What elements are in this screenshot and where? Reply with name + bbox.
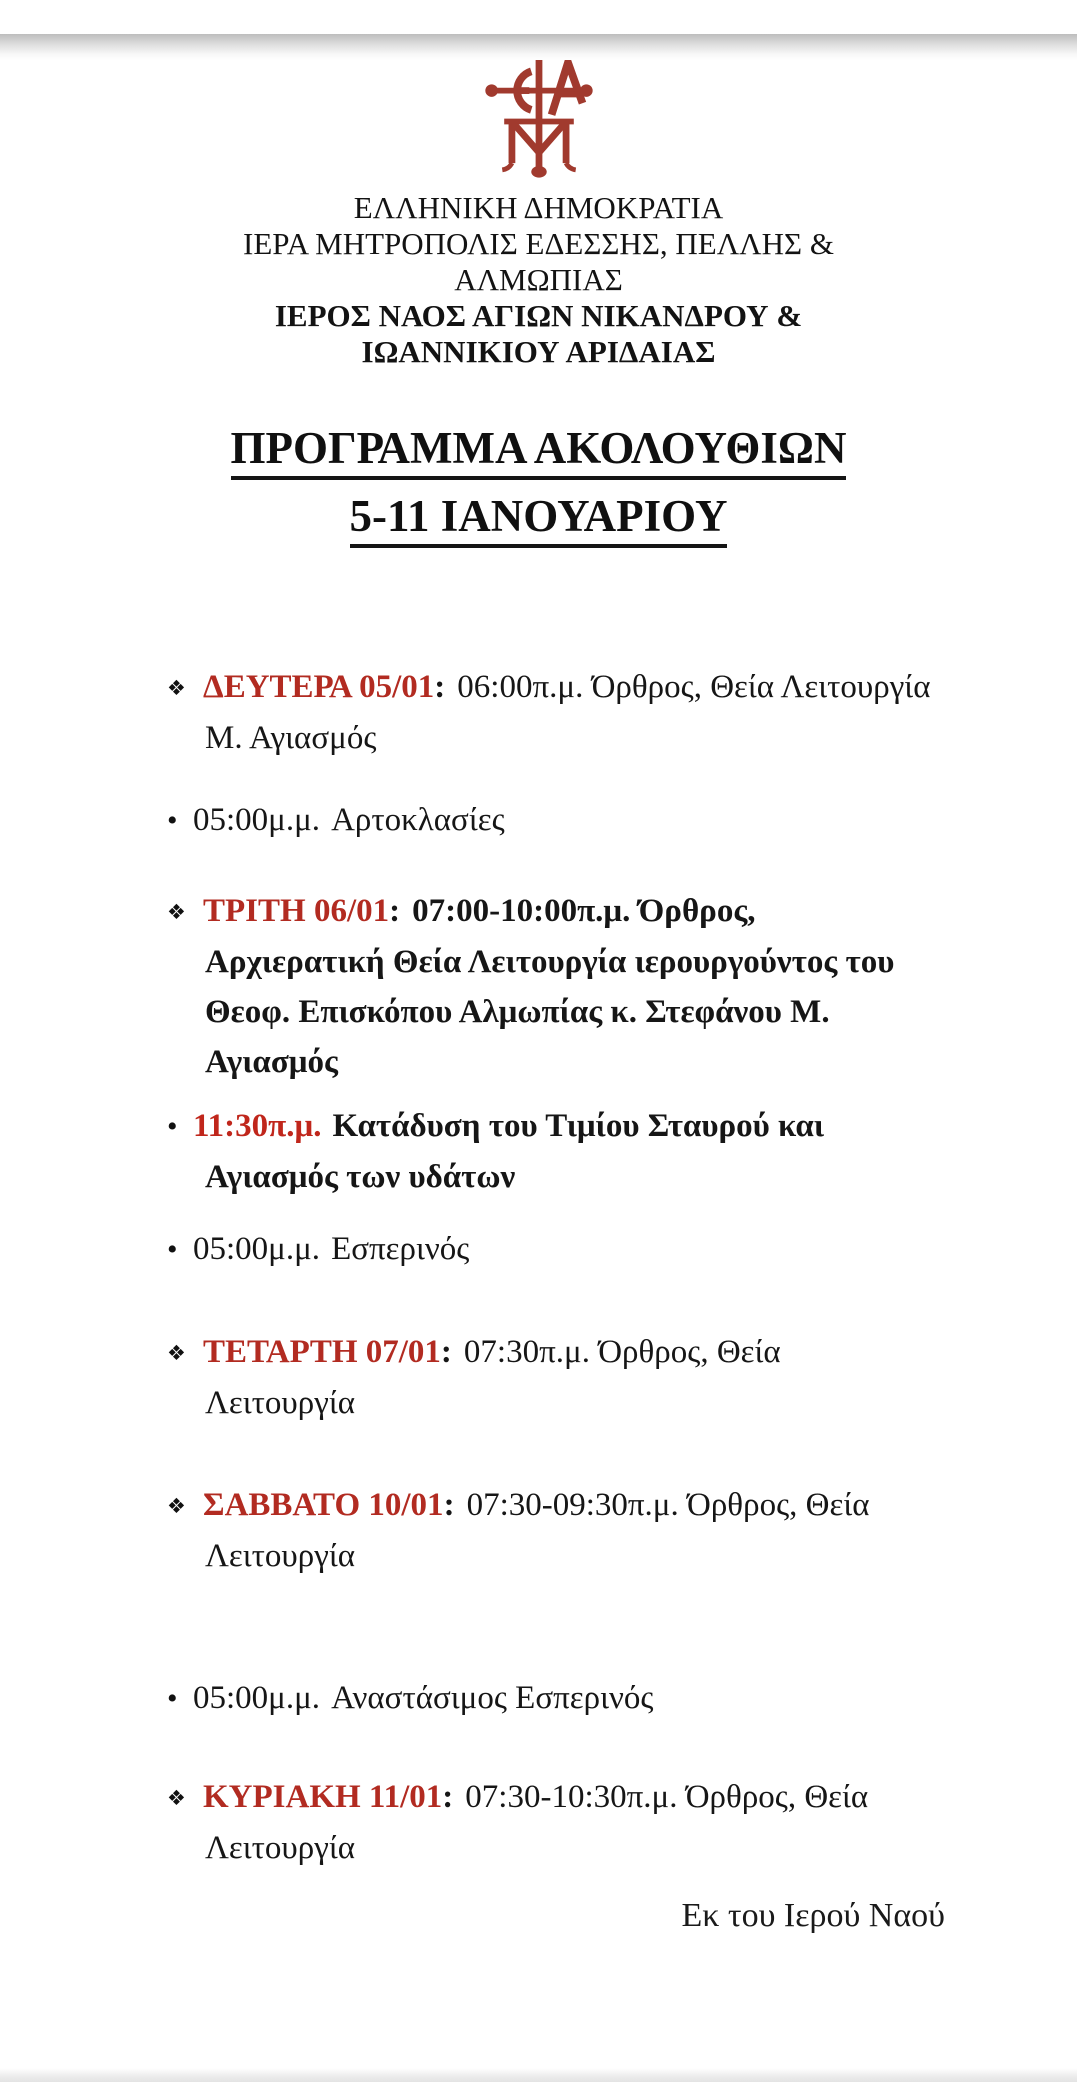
entry-text: 07:30π.μ. Όρθρος, Θεία Λειτουργία bbox=[205, 1334, 781, 1421]
entry-separator: : bbox=[440, 1334, 452, 1370]
scan-bottom-shadow bbox=[0, 2068, 1077, 2082]
entry-separator: : bbox=[434, 669, 446, 705]
diamond-bullet-icon: ❖ bbox=[167, 1341, 186, 1365]
schedule-entry-time bbox=[167, 1673, 937, 1724]
metropolis-name: ΙΕΡΑ ΜΗΤΡΟΠΟΛΙΣ ΕΔΕΣΣΗΣ, ΠΕΛΛΗΣ & ΑΛΜΩΠΙΑΣ bbox=[243, 226, 834, 297]
entry-text: Αναστάσιμος Εσπερινός bbox=[331, 1680, 654, 1716]
entry-day: ΔΕΥΤΕΡΑ 05/01 bbox=[203, 669, 435, 705]
schedule-entry-monday bbox=[167, 662, 937, 763]
scan-top-shadow bbox=[0, 34, 1077, 60]
schedule-entry-time bbox=[167, 1101, 937, 1202]
dot-bullet-icon: • bbox=[167, 804, 178, 837]
schedule-entry-time bbox=[167, 1224, 937, 1275]
entry-text: 07:30-10:30π.μ. Όρθρος, Θεία Λειτουργία bbox=[205, 1779, 869, 1866]
entry-text: 07:00-10:00π.μ. Όρθρος, Αρχιερατική Θεία Λειτουργία ιερουργούντος του Θεοφ. Επισκόπου Αλμωπίας κ. Στεφάνου Μ. Αγιασμός bbox=[205, 893, 895, 1080]
diamond-bullet-icon: ❖ bbox=[167, 900, 186, 924]
entry-text: Εσπερινός bbox=[331, 1231, 470, 1267]
entry-time: 05:00μ.μ. bbox=[193, 1680, 321, 1716]
title-line-2: 5-11 ΙΑΝΟΥΑΡΙΟΥ bbox=[0, 482, 1077, 550]
page-title bbox=[0, 414, 1077, 550]
dot-bullet-icon: • bbox=[167, 1682, 178, 1715]
entry-text: 07:30-09:30π.μ. Όρθρος, Θεία Λειτουργία bbox=[205, 1487, 870, 1574]
service-schedule bbox=[0, 662, 1077, 1873]
entry-time: 05:00μ.μ. bbox=[193, 1231, 321, 1267]
entry-day: ΚΥΡΙΑΚΗ 11/01 bbox=[203, 1779, 443, 1815]
signoff-text: Εκ του Ιερού Ναού bbox=[681, 1897, 945, 1934]
state-name: ΕΛΛΗΝΙΚΗ ΔΗΜΟΚΡΑΤΙΑ bbox=[353, 190, 724, 225]
dot-bullet-icon: • bbox=[167, 1233, 178, 1266]
schedule-entry-wednesday bbox=[167, 1327, 937, 1428]
dot-bullet-icon: • bbox=[167, 1110, 178, 1143]
entry-time: 11:30π.μ. bbox=[193, 1108, 322, 1144]
document-page bbox=[0, 34, 1077, 2082]
entry-separator: : bbox=[442, 1779, 454, 1815]
entry-separator: : bbox=[389, 893, 401, 929]
diamond-bullet-icon: ❖ bbox=[167, 1786, 186, 1810]
entry-separator: : bbox=[443, 1487, 455, 1523]
schedule-entry-tuesday bbox=[167, 886, 937, 1087]
entry-text: 06:00π.μ. Όρθρος, Θεία Λειτουργία Μ. Αγιασμός bbox=[205, 669, 931, 756]
schedule-entry-saturday bbox=[167, 1480, 937, 1581]
letterhead bbox=[0, 190, 1077, 370]
schedule-entry-time bbox=[167, 795, 937, 846]
entry-text: Αρτοκλασίες bbox=[331, 802, 505, 838]
diamond-bullet-icon: ❖ bbox=[167, 1494, 186, 1518]
schedule-entry-sunday bbox=[167, 1772, 937, 1873]
title-line-1: ΠΡΟΓΡΑΜΜΑ ΑΚΟΛΟΥΘΙΩΝ bbox=[0, 414, 1077, 482]
entry-day: ΤΕΤΑΡΤΗ 07/01 bbox=[203, 1334, 441, 1370]
entry-day: ΣΑΒΒΑΤΟ 10/01 bbox=[203, 1487, 444, 1523]
entry-text: Κατάδυση του Τιμίου Σταυρού και Αγιασμός των υδάτων bbox=[205, 1108, 825, 1195]
entry-day: ΤΡΙΤΗ 06/01 bbox=[203, 893, 390, 929]
entry-time: 05:00μ.μ. bbox=[193, 802, 321, 838]
church-name: ΙΕΡΟΣ ΝΑΟΣ ΑΓΙΩΝ ΝΙΚΑΝΔΡΟΥ & ΙΩΑΝΝΙΚΙΟΥ ΑΡΙΔΑΙΑΣ bbox=[274, 298, 803, 369]
diamond-bullet-icon: ❖ bbox=[167, 676, 186, 700]
